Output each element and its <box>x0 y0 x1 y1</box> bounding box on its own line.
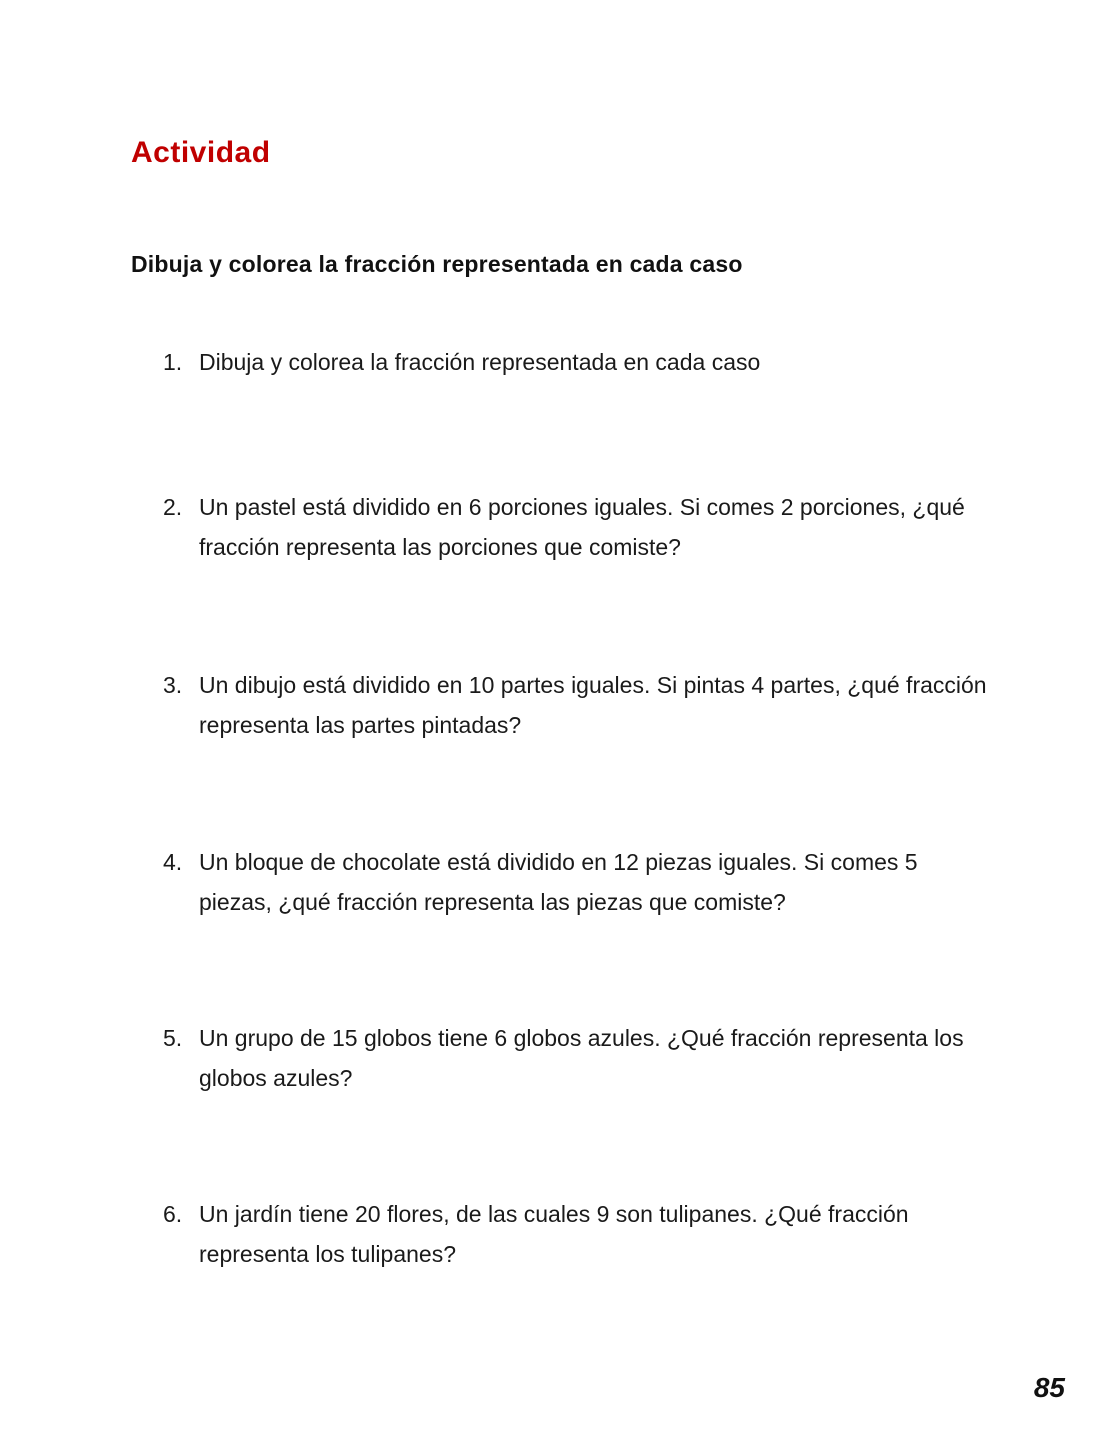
question-number: 5. <box>163 1024 183 1051</box>
question-text: Un dibujo está dividido en 10 partes iguales. Si pintas 4 partes, ¿qué fracción representa las partes pintadas? <box>199 671 987 738</box>
question-text: Un jardín tiene 20 flores, de las cuales 9 son tulipanes. ¿Qué fracción representa los tulipanes? <box>199 1200 909 1267</box>
question-text: Dibuja y colorea la fracción representada en cada caso <box>199 348 761 375</box>
question-number: 2. <box>163 493 183 520</box>
question-text: Un bloque de chocolate está dividido en 12 piezas iguales. Si comes 5 piezas, ¿qué fracción representa las piezas que comiste? <box>199 848 918 915</box>
question-number: 1. <box>163 348 183 375</box>
question-item-2 <box>163 487 991 567</box>
question-item-4 <box>163 842 991 922</box>
question-item-6 <box>163 1194 991 1274</box>
question-text: Un grupo de 15 globos tiene 6 globos azules. ¿Qué fracción representa los globos azules? <box>199 1024 964 1091</box>
question-list <box>131 342 991 1274</box>
question-number: 6. <box>163 1200 183 1227</box>
question-item-5 <box>163 1018 991 1098</box>
question-number: 3. <box>163 671 183 698</box>
question-text: Un pastel está dividido en 6 porciones iguales. Si comes 2 porciones, ¿qué fracción representa las porciones que comiste? <box>199 493 965 560</box>
question-number: 4. <box>163 848 183 875</box>
page-number: 85 <box>1033 1372 1065 1403</box>
page-content <box>131 138 991 1274</box>
question-item-3 <box>163 665 991 745</box>
question-item-1 <box>163 342 991 382</box>
page-subtitle: Dibuja y colorea la fracción representada en cada caso <box>131 251 743 277</box>
page-title: Actividad <box>131 136 271 169</box>
